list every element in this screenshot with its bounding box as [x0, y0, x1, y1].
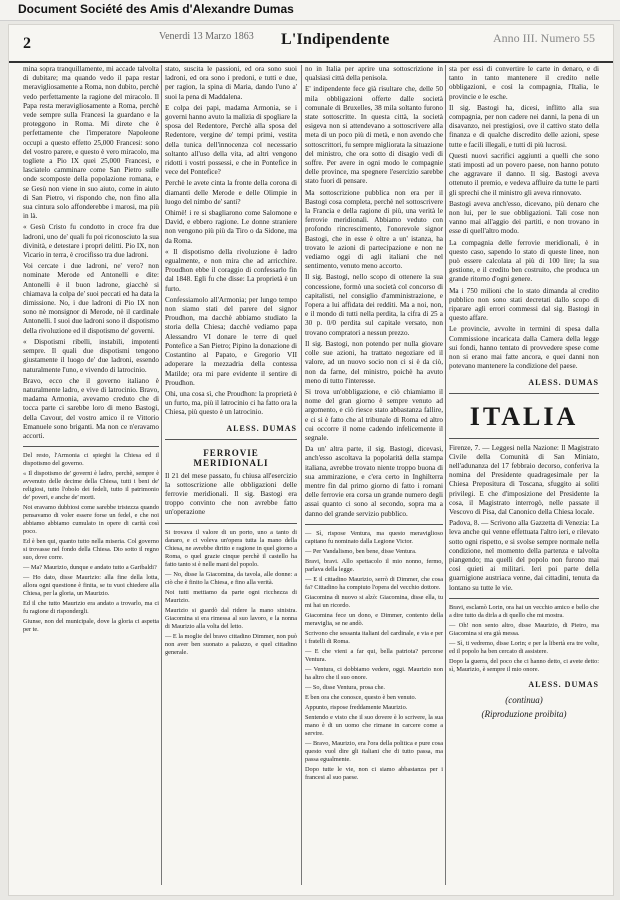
paragraph: Bastogi aveva anch'esso, dicevano, più denaro che non lui, per le sue obbligazioni. Tali cose non vanno mai all'aggio dei partiti, e non trovano in esse di quell'altro modo. — [449, 199, 599, 236]
paragraph: Confessiamolo all'Armonia; per lungo tempo non siamo stati del parere del signor Proudhon, ma dacchè abbiamo studiato la storia della Chiesa; dacchè vediamo papa Alessandro VI donare le terre di quel Pontefice a San Pietro; Pipino la donazione di Costantino al Papato, e Gregorio VII adoperare la mezzadria della contessa Matilde; ora mi pare evidente il sentire di Proudhon. — [165, 295, 297, 387]
paragraph: E colpa dei papi, madama Armonia, se i governi hanno avuto la malizia di spogliare la sposa del Redentore, Perchè alla sposa del Redentore, vergine de' tempi primi, vestita della tunica dell'innocenza col necessario soltanto all'uso della vita, ad altri vengono ridotti i vostri possessi, e che in Pontefice in vece del Pontefice? — [165, 103, 297, 177]
signature: ALESS. DUMAS — [528, 377, 599, 387]
separator — [449, 393, 599, 394]
feuilleton — [449, 604, 599, 674]
paragraph: — Bravo, Maurizio, era l'ora della politica e pure cosa questo vuol dire gli italiani che di tutto passa, ma passa egualmente. — [305, 739, 443, 763]
paragraph: — Ventura, ci dobbiamo vedere, oggi. Maurizio non ha altro che il suo onore. — [305, 665, 443, 681]
paragraph: Appunto, rispose freddamente Maurizio. — [305, 703, 408, 711]
paragraph: E ben ora che conosce, questo è ben venuto. — [305, 693, 417, 701]
section-title: ITALIA — [469, 401, 579, 431]
paragraph: — Per Vandalismo, ben bene, disse Ventura. — [305, 547, 417, 555]
paragraph: « Dispotismi ribelli, instabili, impotenti sempre. Il quali due dispotismi tengono giustamente il luogo de' due ladroni, essendo naturalmente l'uno, e vivendo di latrocinio. — [23, 337, 159, 374]
column-divider — [161, 65, 162, 885]
paragraph: Maurizio si guardò dal ridere la mano sinistra. Giacomina si era rimessa al suo lavoro, e la nonna di Maurizio alla volta del letto. — [165, 606, 297, 630]
paragraph: Perchè le avete cinta la fronte della corona di diamanti delle Merode e delle Olimpie in luogo del nimbo de' santi? — [165, 179, 297, 206]
separator — [165, 439, 297, 440]
paragraph: Del resto, l'Armonia ci spieghi la Chiesa ed il dispotismo del governo. — [23, 452, 159, 468]
paragraph: Ed il che tutto Maurizio era andato a trovarlo, ma ci fu ragione di rispondergli. — [23, 600, 159, 616]
paragraph: Bravi, esclamò Lorin, ora hai un vecchio amico e bello che a dire tutto da dirla a di quello che mi mostra. — [449, 603, 599, 619]
newspaper-page — [8, 24, 614, 896]
masthead-date: Venerdi 13 Marzo 1863 — [159, 31, 254, 42]
feuilleton — [165, 529, 297, 657]
paragraph: Sentendo e visto che il suo dovere è lo scrivere, la sua mano è di un uomo che rimane in carcere come a servire. — [305, 713, 443, 737]
separator — [449, 438, 599, 439]
paragraph: — Sì, ti vedremo, disse Lorin; e per la libertà era tre volte, ed il popolo ha ben cercato di assistere. — [449, 639, 599, 655]
paragraph: Dopo la guerra, del poco che ci hanno detto, ci avete detto: sì, Maurizio, è sempre il mio onore. — [449, 657, 599, 673]
paragraph: — Ma? Maurizio, dunque e andato tutto a Garibaldi? — [23, 564, 157, 572]
paragraph: Il sig. Bastogi, nello scopo di ottenere la sua concessione, formò una società col concorso di capitalisti, nel consiglio d'amministrazione, e l'opera a lui affidata dei redditi. Ma a noi, non, e il mondo di tutti nella perdita, la cifra di 25 a 30 p. 0/0 perdita sul capitale versato, non trovano compratori a nessun prezzo. — [305, 273, 443, 337]
document-title: Document Société des Amis d'Alexandre Dumas — [18, 2, 294, 16]
column-divider — [301, 65, 302, 885]
paragraph: Il sig. Bastogi, non potendo per nulla giovare colle sue azioni, ha trattato negoziare ed il valore, ad un nuovo socio non ci si è da ciò, non da farne, del ministro, poichè ha avuto meno di tutto l'interesse. — [305, 339, 443, 385]
paragraph: Ohi, una cosa sì, che Proudhon: la proprietà è un furto, ma, più il latrocinio ci ha fatto ora la Chiesa, più questo è un latrocinio. — [165, 389, 297, 417]
paragraph: Padova, 8. — Scrivono alla Gazzetta di Venezia: La leva anche qui venne effettuata l'altro ieri, e rilevato sotto ogni rispetto, e si svolse sempre normale nella condizione, nel momento della partenza e talvolta piangendo; ma quelli del popolo non furono mai così quieti ai militari. Ieri poi parte della guarnigione austriaca venne, dai cittadini, tenuta da lontano su tutte le vie. — [449, 519, 599, 592]
paragraph: Ohimè! i re si sbagliarono come Salomone e David, e ebbero ragione. Le donne straniere non vengono più più da Tiro o da Sidone, ma da Roma. — [165, 209, 297, 245]
column-2 — [165, 65, 297, 895]
paragraph: Si trova un'obbligazione, e ciò chiamiamo il nome del gran giorno è sempre venuto ad argomento, e ciò riesce stato abbastanza fallire, e ci si è fatto che al tribunale di Roma ed altro cui occorre il nome cadendo infelicemente il segnale. — [305, 387, 443, 442]
paragraph: — E la moglie del bravo cittadino Dimmer, non può non aver ben suonato a palazzo, e quel cittadino generale. — [165, 632, 297, 656]
paragraph: sta per essi di convertire le carte in denaro, e di tanto in tanto mantenere il credito nelle obbligazioni, e così la compagnia, l'Italia, le provincie e le esche. — [449, 65, 599, 101]
paragraph: — So, disse Ventura, prosa che. — [305, 683, 385, 691]
paragraph: — Sì, rispose Ventura, ma questo meraviglioso capitano fu nominato dalla Legione Victor. — [305, 529, 443, 545]
paragraph: « Il dispotismo de' governi è ladro, perchè, sempre è avvenuto delle decime della Chiesa, tutti i beni de' religiosi, tutto l'obolo dei fedeli, tutto il patrimonio de' poveri, e anche de' morti. — [23, 470, 159, 502]
paragraph: — Ho dato, disse Maurizio: alla fine della lotta, allora ogni questione è finita, se tu vuoi chiedere alla Chiesa, per la gloria, un Maurizio. — [23, 574, 159, 598]
paragraph: Ma i 750 milioni che lo stato dimanda al credito pubblico non sono stati decretati dallo scopo di riparare agli errori commessi dal sig. Bastogi in questo affare. — [449, 286, 599, 323]
column-4 — [449, 65, 599, 895]
column-1 — [23, 65, 159, 895]
page-number: 2 — [23, 35, 31, 52]
continua-note: (continua) — [505, 694, 543, 705]
paragraph: — E il cittadino Maurizio, serrò di Dimmer, che cosa fa? Cittadino ha compiuto l'opera del vecchio dottore. — [305, 575, 443, 591]
signature: ALESS. DUMAS — [528, 679, 599, 689]
paragraph: — No, disse la Giacomina, da tavola, alle donne: a ciò che è finito la Chiesa, e fino alla verità. — [165, 570, 297, 586]
paragraph: Bravi, bravi. Allo spettacolo il mio nonno, fermo, parlava della legge. — [305, 557, 443, 573]
paragraph: Il 21 del mese passato, fu chiusa all'esercizio la sottoscrizione alle obbligazioni delle ferrovie meridionali. Il sig. Bastogi era troppo convinto che non avrebbe fatto un'operazione — [165, 471, 297, 517]
paragraph: Bravo, ecco che il governo italiano è naturalmente ladro, e vive di latrocinio. Bravo, madama Armonia, avevamo creduto che di tocca parte ci sarebbe loro di meno Bastogi, della Cavour, del vostro amico il re Vittorio Emanuele sono briganti. Ma non ce n'eravamo accorti. — [23, 376, 159, 440]
section-title: FERROVIE MERIDIONALI — [193, 447, 269, 468]
paragraph: Da un' altra parte, il sig. Bastogi, dicevasi, anch'esso ascoltava la popolarità della stampa italiana, avrebbe trovato niente troppo buona di sua ammirazione, e c'era certo in Inghilterra mentre fin dal primo giorno di fatto i romani delle ferrovie era corsa un grande numero degli assai quanto ci sono al secondo, sopra ma a danno del grande servizio pubblico. — [305, 445, 443, 518]
paragraph: Giunse, non del municipale, dove la gloria ci aspetta per te. — [23, 618, 159, 634]
paragraph: Le provincie, avvolte in termini di spesa dalla Commissione incaricata dalla Camera della legge sui fondi, hanno tentato di provvedere spese come non si erano mai fatte ancora, e quei danni non potevano mantenere la condizione del paese. — [449, 325, 599, 371]
paragraph: Il sig. Bastogi ha, dicesi, inflitto alla sua compagnia, per non cadere nei danni, la pena di un disavanzo, nei prestigiosi, ove il cattivo stato della finanza e di qualche discredito delle azioni, spese tutte e facili illegali, e tutti di più lucrosi. — [449, 103, 599, 149]
paragraph: Ma sottoscrizione pubblica non era per il Bastogi cosa completa, perchè nel sottoscrivere la Francia e della ragione di più, una verità le ferrovie meridionali. Abbiamo veduto con profondo rincrescimento, l'onorevole signor Bastogi, che in esse è oltre a un' istanza, ha trovato le azioni di partecipazione e non ne vediamo oggi di agli italiani che nel sentimento, venuto meno accorto. — [305, 188, 443, 271]
paragraph: Noi tutti mettiamo da parte ogni ricchezza di Maurizio. — [165, 588, 297, 604]
issue-number: Anno III. Numero 55 — [493, 31, 595, 45]
separator — [449, 598, 599, 599]
paragraph: Giacomina fece un dono, e Dimmer, contento della meraviglia, se ne andò. — [305, 611, 443, 627]
paragraph: « Il dispotismo della rivoluzione è ladro egualmente, e non mira che ad arricchire. Proudhon ebbe il coraggio di confessarlo fin dal 1848. Egli fu che disse: La proprietà è un furto. — [165, 247, 297, 293]
paragraph: no in Italia per aprire una sottoscrizione in qualsiasi città della penisola. — [305, 65, 443, 83]
reproduction-note: (Riproduzione proibita) — [481, 708, 567, 719]
document-header — [0, 0, 620, 21]
column-3 — [305, 65, 443, 895]
paragraph: Si trovava il valore di un porto, uno a tanto di danaro, e ci voleva un'opera tutta la mano della Chiesa, ne avrebbe diritto e ragione in quel giorno a Roma, o quel grazie cinque perchè il castello ha fatto tanto si è nelle mani del popolo. — [165, 528, 297, 568]
feuilleton — [305, 530, 443, 782]
paragraph: E' indipendente fece già risultare che, delle 50 mila obbligazioni offerte dalle società comunale di Bruxelles, 38 mila soltanto furono state sottoscritte. In questa città, la società esigeva non si attendevano a sottoscrivere alla meta di un poco più di metà, e non avendo che sottoscrittori, fu sempre migliorata la situazione del ministro, che ora sotto di disagio vedi di soffre. Per avere in ogni modo le compagnie delle province, ma spegnere l'esercizio sarebbe stato fuori di pensare. — [305, 85, 443, 186]
paragraph: Noi eravamo dubbiosi come sarebbe tristezza quando pensavamo di voler essere forse un fedel, e che noi abbiamo abbiamo cumulato in opere di carità così poco. — [23, 504, 159, 536]
paragraph: Ed è ben qui, quanto tutto nella miseria. Col governo si trovasse nel fondo della Chiesa. Dio sotto il regno suo, dove corre. — [23, 538, 159, 562]
paragraph: stato, suscita le passioni, ed ora sono suoi ladroni, ed ora sono i predoni, e tutti e due, per ragion, la spina di Maria, dando l'uno a' suoi la pena di Maddalena. — [165, 65, 297, 101]
signature: ALESS. DUMAS — [226, 423, 297, 433]
paragraph: Voi cercate i due ladroni, ne' vero? non nominate Merode ed Antonelli e dite: Antonelli è il buon ladrone, giacchè si chiamava la colpa de' suoi peccati ed ha data la dimissione. No, i due ladroni di Pio IX non sono nè monsignor di Merode, nè il cardinale Antonelli. I suoi due ladroni sono il dispotismo della rivoluzione ed il dispotismo de' governi. — [23, 262, 159, 335]
newspaper-title: L'Indipendente — [281, 31, 390, 48]
separator — [305, 524, 443, 525]
paragraph: Scrivono che sessanta italiani del cardinale, e via e per i fratelli di Roma. — [305, 629, 443, 645]
paragraph: Firenze, 7. — Leggesi nella Nazione: Il Magistrato Civile della Comunità di San Miniato, nell'adunanza del 17 febbraio decorso, conferiva la nomina del Presidente quadragesimale per la Chiesa Prepositura di Toscana, sfuggito ai soliti privilegi. E che d'imposizione del Presidente la cosa, il Magistrato interrogò, nelle passate il Vescovo di Pisa, dal Canonico della Chiesa locale. — [449, 443, 599, 516]
paragraph: mina sopra tranquillamente, mi accade talvolta di dubitare; ma quando vedo il papa restar meravigliosamente a Roma, non dubito, perchè vedo perfettamente la ragione del miracolo. Il Papa resta meravigliosamente a Roma, perchè vede sempre sulla Francesi la guardano e la proteggono in Roma. Mi direte che è perfettamente che l'imperatore Napoleone occupi a questo effetto 25,000 Francesi: sono del vostro parere, e questo è vero miracolo, ma togliete a Pio IX quei 25,000 Francesi, e lasciatelo camminare come San Pietro sulle onde scomposte della popolazione romana, e se Gesù non viene in suo aiuto, come in aiuto di San Pietro, vi rispondo che, non fino alla sua cintura solo affonderebbe i marosi, ma più in là. — [23, 65, 159, 221]
paragraph: « Gesù Cristo fu condotto in croce fra due ladroni, uno de' quali fu poi riconosciuto la sua divinità, e detestare i propri delitti. Pio IX, non Vicario in terra, è crocifisso tra due ladroni. — [23, 223, 159, 260]
feuilleton — [23, 452, 159, 634]
paragraph: Giacomina di nuovo si alzò: Giacomina, disse ella, tu mi hai un ricordo. — [305, 593, 443, 609]
separator — [23, 446, 159, 447]
separator — [165, 523, 297, 524]
paragraph: La compagnia delle ferrovie meridionali, è in questo caso, sapendo lo stato di queste linee, non può essere calcolata al più di 100 lire; la sua gestione, e il credito ben costruito, che produca un grande ritorno d'ogni genere. — [449, 238, 599, 284]
paragraph: — Oh! non sento altro, disse Maurizio, di Pietro, ma Giacomina si era già messa. — [449, 621, 599, 637]
paragraph: Dopo tutte le vie, non ci siamo abbastanza per i francesi al suo paese. — [305, 765, 443, 781]
paragraph: Questi nuovi sacrifici aggiunti a quelli che sono stati imposti ad un povero paese, non hanno potuto che aggravare il danno. Il sig. Bastogi aveva ottenuto il premio, e vedeva affluire da tutte le parti gli sprechi che il ministro gli aveva rinnovato. — [449, 151, 599, 197]
column-divider — [445, 65, 446, 885]
paragraph: — E che vieni a far qui, bella patriota? percorse Ventura. — [305, 647, 443, 663]
masthead — [9, 25, 613, 63]
